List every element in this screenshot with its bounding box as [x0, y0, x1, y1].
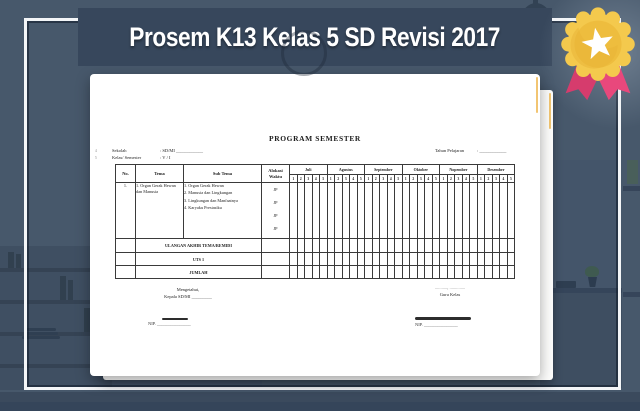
alokasi-item: JP — [273, 200, 278, 205]
calendar-cell — [342, 253, 350, 266]
calendar-cell — [335, 253, 343, 266]
calendar-cell — [357, 239, 365, 253]
calendar-cell — [425, 239, 433, 253]
calendar-cell — [297, 239, 305, 253]
calendar-cell — [440, 266, 448, 279]
calendar-cell — [500, 183, 508, 239]
calendar-cell — [477, 239, 485, 253]
alokasi-item: JP — [273, 213, 278, 218]
calendar-cell — [470, 239, 478, 253]
col-header-tema: Tema — [136, 165, 184, 183]
calendar-cell — [305, 183, 313, 239]
calendar-cell — [432, 266, 440, 279]
calendar-cell — [372, 266, 380, 279]
calendar-cell — [402, 183, 410, 239]
calendar-cell — [312, 239, 320, 253]
calendar-cell — [440, 183, 448, 239]
kelas-value: : V / I — [160, 155, 171, 160]
alokasi-list — [262, 183, 289, 235]
calendar-cell — [395, 253, 403, 266]
document-page — [90, 74, 540, 376]
week-number-cell: 3 — [455, 175, 463, 183]
calendar-cell — [350, 183, 358, 239]
calendar-cell — [507, 183, 515, 239]
signature-scribble — [415, 317, 471, 320]
calendar-cell — [410, 266, 418, 279]
calendar-cell — [417, 183, 425, 239]
week-number-cell: 1 — [365, 175, 373, 183]
week-number-cell: 1 — [290, 175, 298, 183]
week-number-cell: 1 — [477, 175, 485, 183]
empty-cell — [116, 239, 136, 253]
calendar-cell — [425, 183, 433, 239]
calendar-cell — [290, 253, 298, 266]
calendar-cell — [305, 266, 313, 279]
alokasi-cell — [262, 183, 290, 239]
calendar-cell — [365, 183, 373, 239]
calendar-cell — [305, 239, 313, 253]
tema-cell: 1. Organ Gerak Hewan dan Manusia — [136, 183, 184, 239]
floor-shadow — [0, 402, 640, 411]
calendar-cell — [297, 266, 305, 279]
calendar-cell — [500, 253, 508, 266]
calendar-cell — [357, 253, 365, 266]
sub-tema-item: 2. Manusia dan Lingkungan — [184, 190, 233, 196]
signature-scribble — [162, 318, 188, 320]
sub-tema-item: 3. Lingkungan dan Manfaatnya — [184, 197, 238, 203]
mengetahui-text: Mengetahui, — [176, 287, 200, 292]
calendar-cell — [447, 253, 455, 266]
week-number-cell: 3 — [342, 175, 350, 183]
week-number-cell: 2 — [335, 175, 343, 183]
calendar-cell — [402, 239, 410, 253]
calendar-cell — [350, 239, 358, 253]
calendar-cell — [290, 239, 298, 253]
calendar-cell — [492, 239, 500, 253]
week-number-cell: 5 — [395, 175, 403, 183]
calendar-cell — [477, 183, 485, 239]
program-semester-table — [115, 164, 515, 279]
calendar-cell — [387, 239, 395, 253]
calendar-cell — [297, 253, 305, 266]
month-header: Nopember — [440, 165, 478, 175]
calendar-cell — [417, 266, 425, 279]
wall-shelf — [623, 292, 640, 297]
summary-row-jumlah — [116, 266, 515, 279]
sub-tema-cell — [184, 183, 262, 239]
calendar-cell — [455, 183, 463, 239]
calendar-cell — [320, 183, 328, 239]
kepala-text: Kepala SD/MI _________ — [164, 293, 212, 299]
book-silhouette — [8, 252, 14, 268]
calendar-cell — [485, 239, 493, 253]
calendar-cell — [365, 266, 373, 279]
calendar-cell — [312, 253, 320, 266]
calendar-cell — [455, 266, 463, 279]
calendar-cell — [447, 266, 455, 279]
col-header-no: No. — [116, 165, 136, 183]
tahun-value: : ____________ — [477, 148, 507, 153]
sub-tema-item: 4. Karyaku Prestasiku — [184, 204, 222, 210]
calendar-cell — [320, 266, 328, 279]
month-header: Desember — [477, 165, 515, 175]
calendar-cell — [492, 266, 500, 279]
calendar-cell — [507, 239, 515, 253]
alokasi-item: JP — [273, 226, 278, 231]
calendar-cell — [477, 266, 485, 279]
calendar-cell — [372, 253, 380, 266]
calendar-cell — [455, 253, 463, 266]
tahun-label: Tahun Pelajaran — [435, 148, 465, 153]
calendar-cell — [462, 253, 470, 266]
book-silhouette — [16, 254, 21, 268]
row-number-cell: 1. — [116, 183, 136, 239]
calendar-cell — [372, 239, 380, 253]
alokasi-item: JP — [273, 187, 278, 192]
calendar-cell — [462, 266, 470, 279]
calendar-cell — [432, 183, 440, 239]
summary-label: JUMLAH — [136, 266, 262, 279]
calendar-cell — [485, 183, 493, 239]
signature-left-block — [138, 287, 238, 301]
calendar-cell — [470, 183, 478, 239]
shelf-object-silhouette — [627, 160, 638, 184]
calendar-cell — [290, 266, 298, 279]
calendar-cell — [462, 239, 470, 253]
week-number-cell: 2 — [372, 175, 380, 183]
wall-shelf — [623, 186, 640, 191]
week-number-cell: 2 — [297, 175, 305, 183]
alokasi-line2: Waktu — [268, 173, 282, 179]
calendar-cell — [500, 239, 508, 253]
calendar-cell — [290, 183, 298, 239]
week-number-cell: 1 — [402, 175, 410, 183]
week-number-cell: 4 — [500, 175, 508, 183]
calendar-cell — [500, 266, 508, 279]
calendar-cell — [380, 253, 388, 266]
calendar-cell — [485, 266, 493, 279]
calendar-month-row — [116, 165, 515, 175]
calendar-cell — [312, 183, 320, 239]
calendar-cell — [432, 239, 440, 253]
week-number-cell: 4 — [312, 175, 320, 183]
week-number-cell: 3 — [380, 175, 388, 183]
calendar-cell — [402, 253, 410, 266]
calendar-cell — [447, 183, 455, 239]
tema-row — [116, 183, 515, 239]
calendar-cell — [507, 253, 515, 266]
calendar-cell — [425, 266, 433, 279]
week-number-cell: 5 — [320, 175, 328, 183]
calendar-cell — [485, 253, 493, 266]
award-medal-icon — [556, 2, 640, 104]
month-header: September — [365, 165, 403, 175]
week-number-cell: 2 — [410, 175, 418, 183]
signature-right-block — [400, 285, 500, 299]
empty-cell — [116, 253, 136, 266]
calendar-cell — [395, 239, 403, 253]
calendar-cell — [372, 183, 380, 239]
calendar-cell — [320, 239, 328, 253]
page-title: Prosem K13 Kelas 5 SD Revisi 2017 — [129, 21, 501, 52]
calendar-cell — [297, 183, 305, 239]
empty-cell — [262, 239, 290, 253]
week-number-cell: 5 — [357, 175, 365, 183]
calendar-cell — [387, 253, 395, 266]
calendar-cell — [327, 266, 335, 279]
week-number-cell: 2 — [485, 175, 493, 183]
kelas-label: Kelas/ Semester — [112, 155, 142, 160]
calendar-cell — [462, 183, 470, 239]
col-header-subtema: Sub Tema — [184, 165, 262, 183]
calendar-cell — [417, 239, 425, 253]
week-number-cell: 1 — [440, 175, 448, 183]
calendar-cell — [342, 239, 350, 253]
sub-tema-list — [184, 183, 261, 211]
calendar-cell — [470, 266, 478, 279]
calendar-cell — [357, 183, 365, 239]
calendar-cell — [327, 239, 335, 253]
calendar-cell — [432, 253, 440, 266]
calendar-cell — [380, 183, 388, 239]
calendar-cell — [492, 253, 500, 266]
nip-left: NIP. _______________ — [148, 321, 191, 326]
empty-cell — [262, 253, 290, 266]
week-number-cell: 3 — [417, 175, 425, 183]
calendar-cell — [447, 239, 455, 253]
calendar-cell — [342, 183, 350, 239]
summary-label: ULANGAN AKHIR TEMA/REMIDI — [136, 239, 262, 253]
week-number-cell: 4 — [350, 175, 358, 183]
calendar-cell — [350, 266, 358, 279]
calendar-cell — [327, 253, 335, 266]
week-number-cell: 1 — [327, 175, 335, 183]
week-number-cell: 3 — [305, 175, 313, 183]
week-number-cell: 3 — [492, 175, 500, 183]
week-number-cell: 5 — [432, 175, 440, 183]
sub-tema-item: 1. Organ Gerak Hewan — [184, 183, 224, 188]
empty-cell — [262, 266, 290, 279]
calendar-cell — [410, 239, 418, 253]
calendar-cell — [320, 253, 328, 266]
margin-row-number: 5 — [95, 156, 97, 160]
calendar-cell — [335, 239, 343, 253]
calendar-cell — [477, 253, 485, 266]
summary-row-uts — [116, 253, 515, 266]
calendar-cell — [387, 266, 395, 279]
week-number-cell: 4 — [387, 175, 395, 183]
calendar-cell — [440, 239, 448, 253]
summary-row-ulangan — [116, 239, 515, 253]
week-number-cell: 5 — [507, 175, 515, 183]
month-header: Juli — [290, 165, 328, 175]
calendar-cell — [380, 266, 388, 279]
calendar-cell — [395, 183, 403, 239]
calendar-cell — [335, 266, 343, 279]
calendar-cell — [387, 183, 395, 239]
calendar-cell — [350, 253, 358, 266]
calendar-cell — [335, 183, 343, 239]
sekolah-label: Sekolah — [112, 148, 127, 153]
calendar-cell — [380, 239, 388, 253]
week-number-cell: 4 — [425, 175, 433, 183]
summary-label: UTS 1 — [136, 253, 262, 266]
alokasi-line1: Alokasi — [268, 168, 283, 174]
calendar-cell — [417, 253, 425, 266]
calendar-cell — [342, 266, 350, 279]
calendar-cell — [395, 266, 403, 279]
calendar-cell — [327, 183, 335, 239]
calendar-cell — [365, 239, 373, 253]
week-number-cell: 4 — [462, 175, 470, 183]
calendar-cell — [425, 253, 433, 266]
calendar-cell — [492, 183, 500, 239]
calendar-cell — [365, 253, 373, 266]
calendar-cell — [507, 266, 515, 279]
calendar-cell — [410, 253, 418, 266]
sekolah-value: : SD/MI ____________ — [160, 148, 204, 153]
month-header: Oktober — [402, 165, 440, 175]
date-line: ..........., .............. — [434, 285, 466, 290]
calendar-cell — [455, 239, 463, 253]
empty-cell — [116, 266, 136, 279]
calendar-cell — [440, 253, 448, 266]
calendar-cell — [402, 266, 410, 279]
margin-row-number: 4 — [95, 149, 97, 153]
calendar-cell — [410, 183, 418, 239]
wall-clock-icon — [281, 30, 327, 76]
document-title: PROGRAM SEMESTER — [269, 134, 361, 143]
calendar-cell — [470, 253, 478, 266]
calendar-cell — [305, 253, 313, 266]
guru-kelas-text: Guru Kelas — [439, 291, 461, 297]
calendar-cell — [357, 266, 365, 279]
calendar-cell — [312, 266, 320, 279]
week-number-cell: 2 — [447, 175, 455, 183]
month-header: Agustus — [327, 165, 365, 175]
nip-right: NIP. _______________ — [415, 322, 458, 327]
week-number-cell: 5 — [470, 175, 478, 183]
col-header-alokasi — [262, 165, 290, 183]
